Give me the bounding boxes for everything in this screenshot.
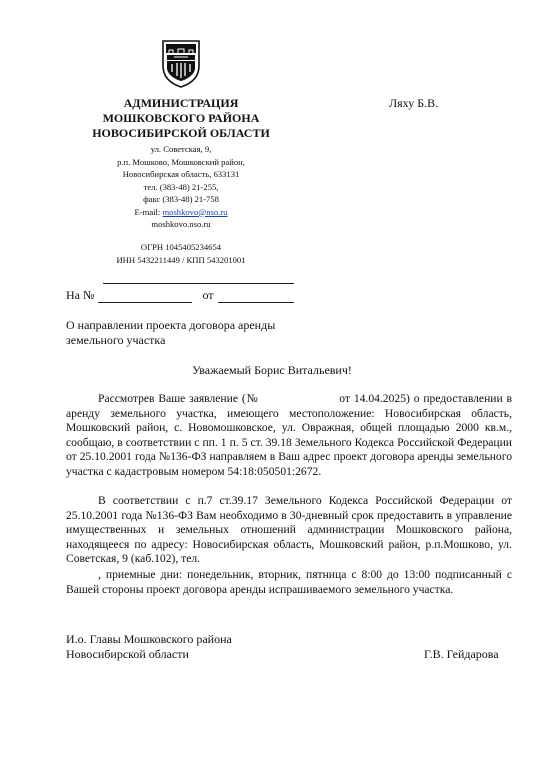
signatory-title-line: И.о. Главы Мошковского района: [66, 632, 232, 646]
reference-line: [66, 288, 294, 303]
organization-name: [70, 96, 292, 141]
reference-number-blank: [98, 290, 192, 303]
email-line: [70, 206, 292, 219]
greeting: Уважаемый Борис Витальевич!: [192, 363, 352, 377]
contact-block: [70, 143, 292, 231]
registration-block: [70, 241, 292, 266]
fax-line: факс (383-48) 21-758: [143, 194, 219, 204]
body-paragraph: , приемные дни: понедельник, вторник, пятница с 8:00 до 13:00 подписанный с Вашей стороны проект договора аренды испрашиваемого земельного участка.: [66, 568, 512, 596]
subject-line: О направлении проекта договора аренды: [66, 318, 276, 332]
divider: [103, 283, 294, 284]
website-line: moshkovo.nso.ru: [151, 219, 211, 229]
signatory-title-line: Новосибирской области: [66, 647, 189, 661]
body-paragraph: В соответствии с п.7 ст.39.17 Земельного Кодекса Российской Федерации от 25.10.2001 года №136-ФЗ Вам необходимо в 30-дневный срок предоставить в управление имущественных и земельных отношений администрации Мошковского района, находящееся по адресу: Новосибирская область, Мошковский район, р.п.Мошково, ул. Советская, 9 (каб.102), тел.: [66, 494, 512, 566]
signatory-title: [66, 632, 232, 662]
reference-number-label: На №: [66, 288, 95, 302]
reference-date-blank: [218, 290, 294, 303]
recipient-name: Ляху Б.В.: [389, 96, 439, 110]
reference-date-label: от: [202, 288, 214, 302]
phone-line: тел. (383-48) 21-255,: [143, 181, 219, 192]
org-line: НОВОСИБИРСКОЙ ОБЛАСТИ: [92, 126, 270, 140]
ogrn-line: ОГРН 1045405234654: [140, 242, 222, 252]
inn-kpp-line: ИНН 5432211449 / КПП 543201001: [116, 254, 246, 265]
signatory-name: Г.В. Гейдарова: [424, 647, 499, 661]
org-line: АДМИНИСТРАЦИЯ: [123, 96, 239, 110]
address-line: р.п. Мошково, Мошковский район,: [117, 156, 245, 167]
letter-subject: [66, 318, 326, 348]
address-line: ул. Советская, 9,: [150, 144, 212, 154]
address-line: Новосибирская область, 633131: [122, 169, 240, 179]
body-paragraph: Рассмотрев Ваше заявление (№ от 14.04.2025) о предоставлении в аренду земельного участка, имеющего местоположение: Новосибирская область, Мошковский район, с. Новомошковское, ул. Овражная, общей площадью 2000 кв.м., сообщаю, в соответствии с пп. 1 п. 5 ст. 39.18 Земельного Кодекса Российской Федерации от 25.10.2001 года №136-ФЗ направляем в Ваш адрес проект договора аренды земельного участка с кадастровым номером 54:18:050501:2672.: [66, 392, 515, 478]
coat-of-arms-icon: [160, 38, 202, 88]
email-label: E-mail:: [134, 206, 163, 217]
email-link[interactable]: moshkovo@nso.ru: [162, 206, 228, 217]
org-line: МОШКОВСКОГО РАЙОНА: [102, 111, 260, 125]
subject-line: земельного участка: [66, 333, 166, 347]
